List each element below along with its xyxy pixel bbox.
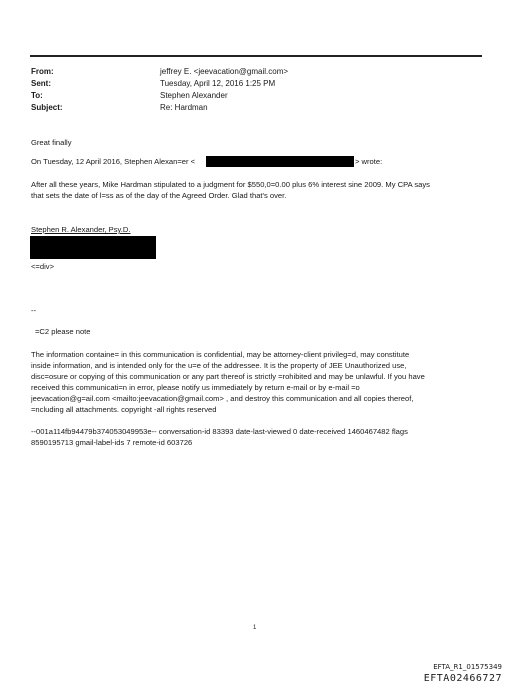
bates-stamp-small: EFTA_R1_01575349 [433, 663, 502, 671]
notice-line: jeevacation@g=ail.com <mailto:jeevacation@gmail.com> , and destroy this communication and all copies thereof, [31, 394, 414, 403]
greeting: Great finally [31, 138, 72, 147]
notice-line: received this communicati=n in error, please notify us immediately by return e-mail or by e-mail =o [31, 383, 360, 392]
quote-intro-prefix: On Tuesday, 12 April 2016, Stephen Alexan=er < [31, 157, 196, 166]
c2-note: =C2 please note [35, 327, 91, 336]
to-value: Stephen Alexander [160, 91, 228, 100]
quote-intro-suffix: > wrote: [355, 157, 383, 166]
sent-label: Sent: [31, 79, 51, 88]
sent-value: Tuesday, April 12, 2016 1:25 PM [160, 79, 276, 88]
notice-line: inside information, and is intended only for the u=e of the addressee. It is the property of JEE Unauthorized use, [31, 361, 407, 370]
notice-line: The information containe= in this communication is confidential, may be attorney-client privileg=d, may constitute [31, 350, 410, 359]
dashes: -- [31, 306, 37, 315]
paragraph-line: After all these years, Mike Hardman stipulated to a judgment for $550,0=0.00 plus 6% interest sine 2009. My CPA says [31, 180, 430, 189]
from-label: From: [31, 67, 54, 76]
div-tag: <=div> [31, 262, 55, 271]
notice-line: disc=osure or copying of this communication or any part thereof is strictly =rohibited and may be unlawful. If you have [31, 372, 425, 381]
redaction-email [206, 156, 354, 167]
header-rule [30, 55, 482, 57]
signature-name: Stephen R. Alexander, Psy.D. [31, 225, 131, 234]
meta-line: 8590195713 gmail-label-ids 7 remote-id 603726 [31, 438, 193, 447]
to-label: To: [31, 91, 43, 100]
bates-stamp-large: EFTA02466727 [423, 673, 502, 684]
meta-line: --001a114fb94479b374053049953e-- conversation-id 83393 date-last-viewed 0 date-received 1460467482 flags [31, 427, 408, 436]
subject-value: Re: Hardman [160, 103, 208, 112]
subject-label: Subject: [31, 103, 63, 112]
paragraph-line: that sets the date of l=ss as of the day of the Agreed Order. Glad that's over. [31, 191, 287, 200]
redaction-signature [30, 236, 156, 259]
from-value: jeffrey E. <jeevacation@gmail.com> [160, 67, 289, 76]
notice-line: =ncluding all attachments. copyright -all rights reserved [31, 405, 217, 414]
page-number: 1 [253, 625, 257, 631]
